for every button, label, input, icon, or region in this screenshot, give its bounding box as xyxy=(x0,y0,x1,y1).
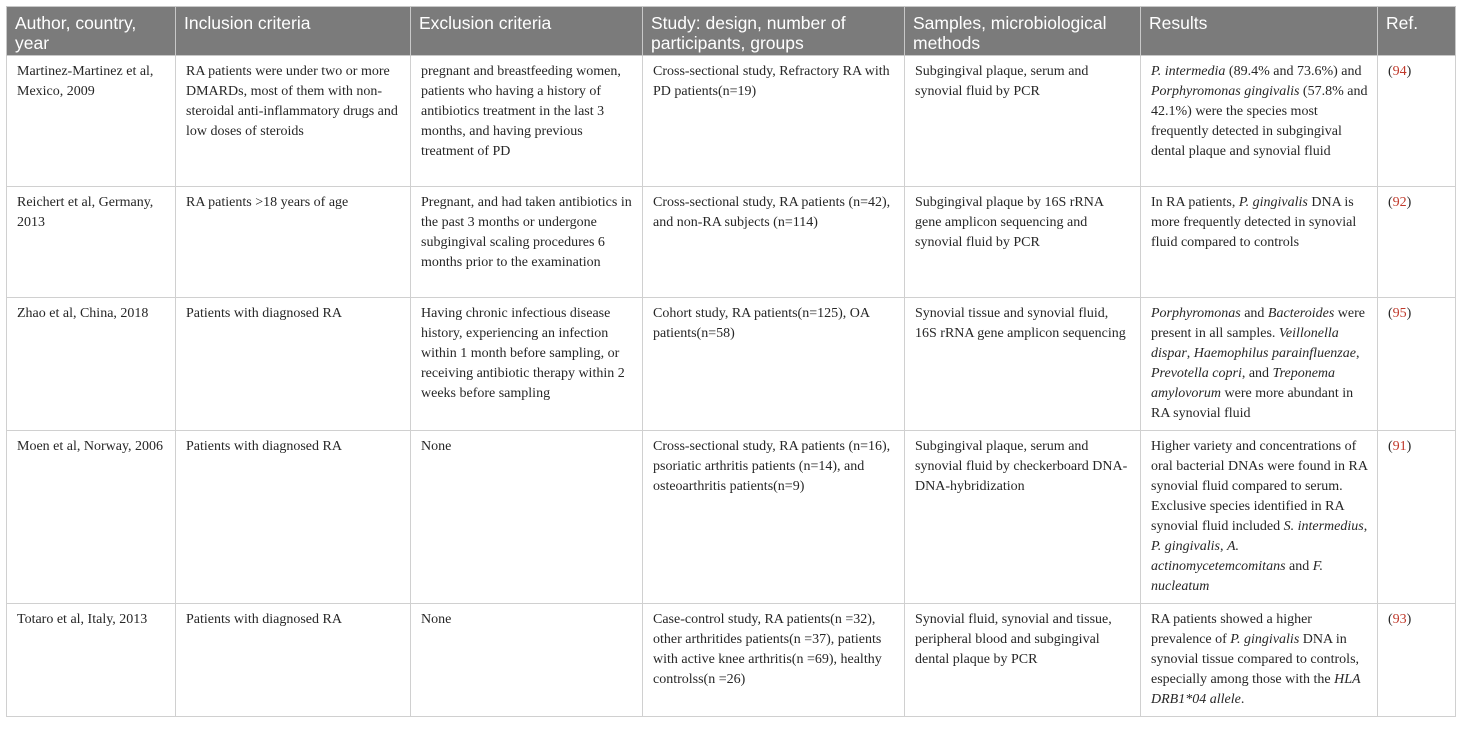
results-text: were present in all samples. xyxy=(1151,306,1365,341)
table-row xyxy=(7,431,1456,604)
species-name: P. intermedia xyxy=(1151,64,1226,79)
table-row xyxy=(7,298,1456,431)
cell-author: Totaro et al, Italy, 2013 xyxy=(7,604,176,717)
cell-inclusion: Patients with diagnosed RA xyxy=(176,604,411,717)
cell-author: Moen et al, Norway, 2006 xyxy=(7,431,176,604)
cell-results xyxy=(1141,298,1378,431)
cell-inclusion: Patients with diagnosed RA xyxy=(176,298,411,431)
species-name: P. gingivalis xyxy=(1230,632,1300,647)
reference-link[interactable]: 94 xyxy=(1392,64,1407,79)
cell-samples: Subgingival plaque by 16S rRNA gene amplicon sequencing and synovial fluid by PCR xyxy=(905,187,1141,298)
header-inclusion: Inclusion criteria xyxy=(176,7,411,56)
paren-close: ) xyxy=(1406,439,1412,454)
cell-samples: Synovial fluid, synovial and tissue, peripheral blood and subgingival dental plaque by PCR xyxy=(905,604,1141,717)
allele-name: HLA DRB1*04 allele xyxy=(1151,672,1361,707)
cell-samples: Subgingival plaque, serum and synovial fluid by checkerboard DNA-DNA-hybridization xyxy=(905,431,1141,604)
results-text: , xyxy=(1355,346,1360,361)
results-text: , xyxy=(1186,346,1194,361)
results-text: DNA in synovial tissue compared to controls, especially among those with the xyxy=(1151,632,1360,687)
paren-close: ) xyxy=(1406,64,1412,79)
cell-inclusion: RA patients >18 years of age xyxy=(176,187,411,298)
cell-study: Cross-sectional study, RA patients (n=16), psoriatic arthritis patients (n=14), and osteoarthritis patients(n=9) xyxy=(643,431,905,604)
cell-exclusion: None xyxy=(411,604,643,717)
table-row xyxy=(7,56,1456,187)
cell-ref xyxy=(1378,187,1456,298)
results-text: and xyxy=(1285,559,1313,574)
cell-ref xyxy=(1378,56,1456,187)
cell-results xyxy=(1141,56,1378,187)
cell-inclusion: RA patients were under two or more DMARDs, most of them with non-steroidal anti-inflammatory drugs and low doses of steroids xyxy=(176,56,411,187)
cell-exclusion: Pregnant, and had taken antibiotics in the past 3 months or undergone subgingival scaling procedures 6 months prior to the examination xyxy=(411,187,643,298)
cell-study: Cross-sectional study, Refractory RA with PD patients(n=19) xyxy=(643,56,905,187)
results-text: Higher variety and concentrations of oral bacterial DNAs were found in RA synovial fluid compared to serum. Exclusive species identified in RA synovial fluid included xyxy=(1151,439,1368,534)
cell-study: Cross-sectional study, RA patients (n=42), and non-RA subjects (n=114) xyxy=(643,187,905,298)
paren-open: ( xyxy=(1388,306,1393,321)
cell-ref xyxy=(1378,604,1456,717)
species-name: Porphyromonas xyxy=(1151,306,1241,321)
cell-results xyxy=(1141,431,1378,604)
reference-link[interactable]: 91 xyxy=(1392,439,1407,454)
species-name: Bacteroides xyxy=(1267,306,1335,321)
table-row xyxy=(7,604,1456,717)
results-text: . xyxy=(1240,692,1245,707)
cell-ref xyxy=(1378,431,1456,604)
cell-ref xyxy=(1378,298,1456,431)
cell-results xyxy=(1141,604,1378,717)
paren-open: ( xyxy=(1388,195,1393,210)
table-row xyxy=(7,187,1456,298)
cell-exclusion: Having chronic infectious disease history, experiencing an infection within 1 month before sampling, or receiving antibiotic therapy within 2 weeks before sampling xyxy=(411,298,643,431)
results-text: , xyxy=(1219,539,1227,554)
species-name: S. intermedius xyxy=(1283,519,1364,534)
paren-open: ( xyxy=(1388,612,1393,627)
reference-link[interactable]: 93 xyxy=(1392,612,1407,627)
paren-open: ( xyxy=(1388,439,1393,454)
cell-author: Reichert et al, Germany, 2013 xyxy=(7,187,176,298)
results-text: RA patients showed a higher prevalence of xyxy=(1151,612,1312,647)
studies-table xyxy=(6,6,1456,717)
cell-author: Martinez-Martinez et al, Mexico, 2009 xyxy=(7,56,176,187)
header-samples: Samples, microbiological methods xyxy=(905,7,1141,56)
cell-samples: Synovial tissue and synovial fluid, 16S rRNA gene amplicon sequencing xyxy=(905,298,1141,431)
paren-close: ) xyxy=(1406,306,1412,321)
results-text: were more abundant in RA synovial fluid xyxy=(1151,386,1354,421)
reference-link[interactable]: 92 xyxy=(1392,195,1407,210)
cell-study: Cohort study, RA patients(n=125), OA patients(n=58) xyxy=(643,298,905,431)
species-name: Prevotella copri xyxy=(1151,366,1242,381)
results-text: DNA is more frequently detected in synovial fluid compared to controls xyxy=(1151,195,1357,250)
species-name: Treponema amylovorum xyxy=(1151,366,1336,401)
cell-study: Case-control study, RA patients(n =32), other arthritides patients(n =37), patients with active knee arthritis(n =69), healthy controlss(n =26) xyxy=(643,604,905,717)
reference-link[interactable]: 95 xyxy=(1392,306,1407,321)
results-text: (89.4% and 73.6%) and xyxy=(1225,64,1362,79)
results-text: In RA patients, xyxy=(1151,195,1239,210)
species-name: P. gingivalis xyxy=(1151,539,1220,554)
species-name: F. nucleatum xyxy=(1151,559,1323,594)
results-text: and xyxy=(1240,306,1268,321)
cell-inclusion: Patients with diagnosed RA xyxy=(176,431,411,604)
header-results: Results xyxy=(1141,7,1378,56)
results-text: , and xyxy=(1241,366,1273,381)
species-name: Haemophilus parainfluenzae xyxy=(1193,346,1356,361)
results-text: (57.8% and 42.1%) were the species most frequently detected in subgingival dental plaque and synovial fluid xyxy=(1151,84,1368,159)
header-exclusion: Exclusion criteria xyxy=(411,7,643,56)
cell-results xyxy=(1141,187,1378,298)
cell-author: Zhao et al, China, 2018 xyxy=(7,298,176,431)
cell-samples: Subgingival plaque, serum and synovial fluid by PCR xyxy=(905,56,1141,187)
paren-close: ) xyxy=(1406,195,1412,210)
species-name: Veillonella dispar xyxy=(1151,326,1339,361)
header-ref: Ref. xyxy=(1378,7,1456,56)
species-name: A. actinomycetemcomitans xyxy=(1151,539,1286,574)
cell-exclusion: None xyxy=(411,431,643,604)
cell-exclusion: pregnant and breastfeeding women, patients who having a history of antibiotics treatment in the last 3 months, and having previous treatment of PD xyxy=(411,56,643,187)
header-study: Study: design, number of participants, groups xyxy=(643,7,905,56)
results-text: , xyxy=(1363,519,1368,534)
header-author: Author, country, year xyxy=(7,7,176,56)
species-name: Porphyromonas gingivalis xyxy=(1151,84,1300,99)
header-row xyxy=(7,7,1456,56)
paren-close: ) xyxy=(1406,612,1412,627)
species-name: P. gingivalis xyxy=(1238,195,1308,210)
paren-open: ( xyxy=(1388,64,1393,79)
